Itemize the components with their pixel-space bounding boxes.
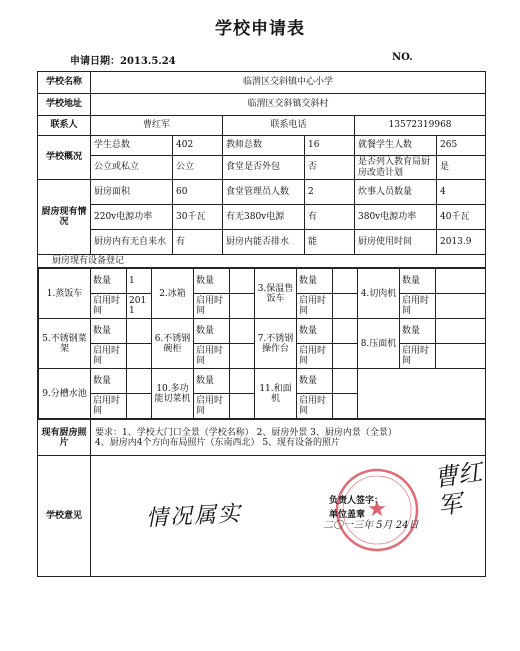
equipment-start-label: 启用时间 (194, 394, 230, 419)
equipment-name: 9.分槽水池 (39, 369, 91, 419)
has-380-label: 有无380v电源 (223, 205, 305, 230)
school-type-value: 公立 (173, 156, 223, 180)
outsourced-label: 食堂是否外包 (223, 156, 305, 180)
equipment-grid (38, 268, 486, 419)
apply-date-value: 2013.5.24 (120, 56, 176, 67)
contact-value: 曹红军 (91, 116, 223, 136)
equipment-qty-value (436, 319, 486, 344)
equipment-name: 2.冰箱 (152, 269, 194, 319)
diners-label: 就餐学生人数 (355, 136, 437, 156)
equipment-qty-label: 数量 (297, 319, 333, 344)
equipment-start-value (436, 294, 486, 319)
equipment-qty-value (333, 269, 358, 294)
school-type-label: 公立或私立 (91, 156, 173, 180)
equipment-name: 6.不锈钢碗柜 (152, 319, 194, 369)
diners-value: 265 (437, 136, 486, 156)
equipment-qty-label: 数量 (91, 369, 127, 394)
photos-requirement-line-1: 要求：1、学校大门口全景（学校名称） 2、厨房外景 3、厨房内景（全景） (95, 427, 397, 438)
power-380-label: 380v电源功率 (355, 205, 437, 230)
equipment-start-value (127, 394, 152, 419)
equipment-name: 3.保温售饭车 (255, 269, 297, 319)
equipment-qty-label: 数量 (91, 319, 127, 344)
equipment-start-label: 启用时间 (400, 344, 436, 369)
equipment-qty-label: 数量 (400, 269, 436, 294)
renovation-plan-value: 是 (437, 156, 486, 180)
equipment-name: 7.不锈钢操作台 (255, 319, 297, 369)
overview-label: 学校概况 (38, 136, 91, 180)
kitchen-status-label: 厨房现有情况 (38, 180, 91, 255)
equipment-start-label: 启用时间 (297, 294, 333, 319)
svg-text:★: ★ (367, 497, 387, 523)
equipment-start-value (127, 344, 152, 369)
kitchen-since-value: 2013.9 (437, 230, 486, 255)
school-address-label: 学校地址 (38, 94, 91, 116)
equipment-qty-value: 1 (127, 269, 152, 294)
renovation-plan-label: 是否列入教育局厨房改造计划 (355, 156, 437, 180)
equipment-qty-label: 数量 (194, 369, 230, 394)
photos-label: 现有厨房照片 (38, 420, 91, 456)
equipment-qty-value (333, 319, 358, 344)
equipment-start-value (333, 344, 358, 369)
equipment-name: 11.和面机 (255, 369, 297, 419)
equipment-qty-value (436, 269, 486, 294)
managers-label: 食堂管理员人数 (223, 180, 305, 205)
opinion-cell (91, 456, 486, 577)
school-name-label: 学校名称 (38, 72, 91, 94)
cooks-value: 4 (437, 180, 486, 205)
application-table (37, 71, 486, 577)
equipment-start-label: 启用时间 (91, 344, 127, 369)
equipment-name: 8.压面机 (358, 319, 400, 369)
equipment-qty-value (230, 319, 255, 344)
kitchen-area-label: 厨房面积 (91, 180, 173, 205)
equipment-start-label: 启用时间 (91, 294, 127, 319)
opinion-label: 学校意见 (38, 456, 91, 577)
form-title: 学校申请表 (215, 19, 305, 39)
equipment-start-label: 启用时间 (400, 294, 436, 319)
equipment-name: 1.蒸饭车 (39, 269, 91, 319)
equipment-start-value (333, 294, 358, 319)
managers-value: 2 (305, 180, 355, 205)
equipment-start-value (230, 344, 255, 369)
equipment-qty-label: 数量 (400, 319, 436, 344)
phone-label: 联系电话 (223, 116, 355, 136)
tap-water-value: 有 (173, 230, 223, 255)
tap-water-label: 厨房内有无自来水 (91, 230, 173, 255)
has-380-value: 有 (305, 205, 355, 230)
apply-date (70, 52, 176, 67)
equipment-qty-value (230, 269, 255, 294)
power-380-value: 40千瓦 (437, 205, 486, 230)
equipment-qty-value (333, 369, 358, 394)
equipment-start-value (230, 394, 255, 419)
equipment-start-label: 启用时间 (194, 344, 230, 369)
photos-requirements (91, 420, 486, 456)
kitchen-area-value: 60 (173, 180, 223, 205)
school-address-value: 临渭区交斜镇交斜村 (91, 94, 486, 116)
cooks-label: 炊事人员数量 (355, 180, 437, 205)
power-220-value: 30千瓦 (173, 205, 223, 230)
students-value: 402 (173, 136, 223, 156)
equipment-qty-label: 数量 (194, 269, 230, 294)
contact-label: 联系人 (38, 116, 91, 136)
outsourced-value: 否 (305, 156, 355, 180)
equipment-start-label: 启用时间 (297, 344, 333, 369)
signer-signature: 曹红军 (432, 458, 484, 521)
equipment-qty-value (230, 369, 255, 394)
equipment-name: 10.多功能切菜机 (152, 369, 194, 419)
photos-requirement-line-2: 4、厨房内4个方向布局照片（东南西北） 5、现有设备的照片 (95, 437, 341, 448)
equipment-grid-cell (38, 268, 486, 420)
equipment-qty-value (127, 319, 152, 344)
equipment-empty-cell (358, 369, 486, 419)
students-label: 学生总数 (91, 136, 173, 156)
equipment-start-value (230, 294, 255, 319)
drainage-label: 厨房内能否排水 (223, 230, 305, 255)
equipment-start-label: 启用时间 (91, 394, 127, 419)
phone-value: 13572319968 (355, 116, 486, 136)
equipment-start-label: 启用时间 (297, 394, 333, 419)
equipment-qty-label: 数量 (194, 319, 230, 344)
power-220-label: 220v电源功率 (91, 205, 173, 230)
equipment-name: 4.切肉机 (358, 269, 400, 319)
equipment-start-value: 2011 (127, 294, 152, 319)
equipment-start-label: 启用时间 (194, 294, 230, 319)
equipment-section-header: 厨房现有设备登记 (38, 255, 486, 268)
equipment-qty-label: 数量 (297, 369, 333, 394)
teachers-value: 16 (305, 136, 355, 156)
drainage-value: 能 (305, 230, 355, 255)
school-name-value: 临渭区交斜镇中心小学 (91, 72, 486, 94)
apply-date-label: 申请日期： (70, 56, 120, 67)
kitchen-since-label: 厨房使用时间 (355, 230, 437, 255)
form-number-label: NO. (392, 52, 413, 63)
equipment-qty-label: 数量 (91, 269, 127, 294)
equipment-start-value (436, 344, 486, 369)
stamp-label: 单位盖章 (329, 510, 366, 521)
signer-label: 负责人签字： (329, 496, 384, 507)
teachers-label: 教师总数 (223, 136, 305, 156)
equipment-qty-label: 数量 (297, 269, 333, 294)
equipment-start-value (333, 394, 358, 419)
signature-date: 二〇一三年 5月 24日 (323, 520, 419, 532)
equipment-name: 5.不锈钢菜架 (39, 319, 91, 369)
equipment-qty-value (127, 369, 152, 394)
handwritten-opinion: 情况属实 (145, 501, 243, 532)
